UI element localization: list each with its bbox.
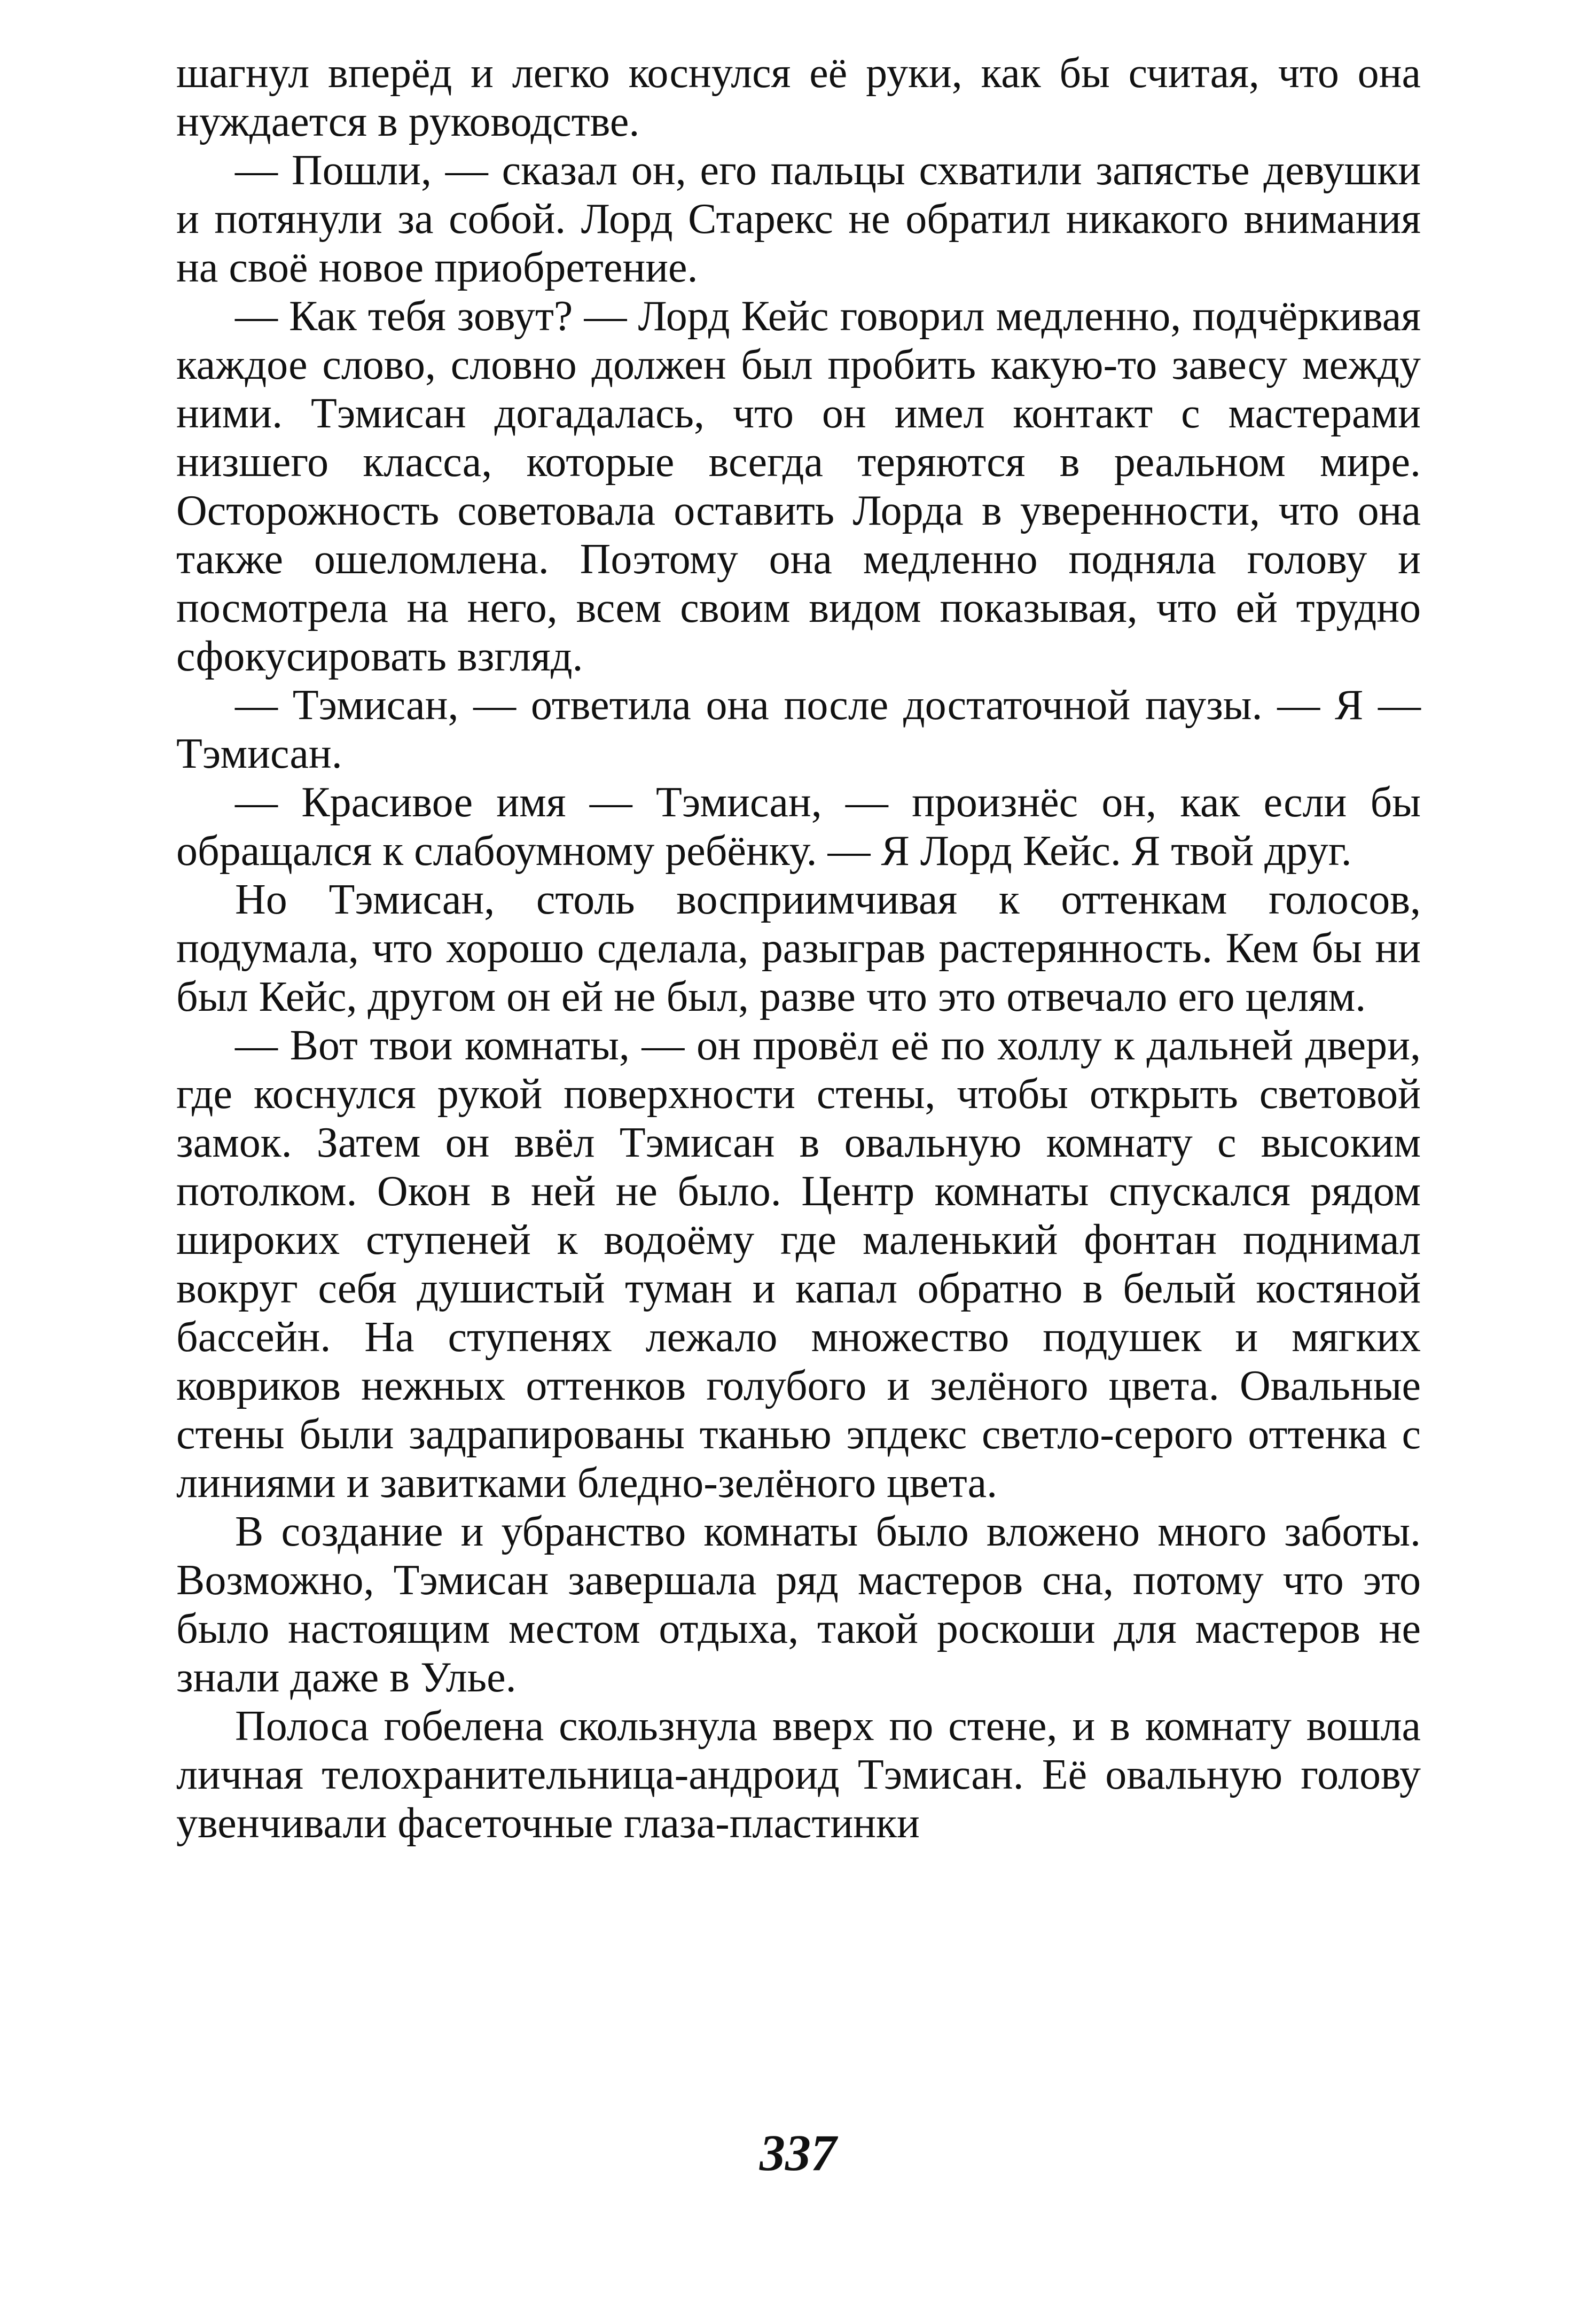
paragraph-polosa-gobelena: Полоса гобелена скользнула вверх по стене, и в комнату вошла личная телохранительница-андроид Тэмисан. Её овальную голову увенчивали фасеточные глаза-пластинки — [176, 1703, 1421, 1847]
paragraph-dialogue-krasivoe-imya: — Красивое имя — Тэмисан, — произнёс он, как если бы обращался к слабоумному ребёнку. — Я Лорд Кейс. Я твой друг. — [176, 779, 1421, 875]
paragraph-v-sozdanie: В создание и убранство комнаты было вложено много заботы. Возможно, Тэмисан завершала ряд мастеров сна, потому что это было настоящим местом отдыха, такой роскоши для мастеров не знали даже в Улье. — [176, 1508, 1421, 1701]
page-number: 337 — [760, 2124, 836, 2181]
paragraph-dialogue-temisan: — Тэмисан, — ответила она после достаточной паузы. — Я — Тэмисан. — [176, 682, 1421, 777]
paragraph-dialogue-poshli: — Пошли, — сказал он, его пальцы схватили запястье девушки и потянули за собой. Лорд Старекс не обратил никакого внимания на своё новое приобретение. — [176, 147, 1421, 291]
paragraph-continuation: шагнул вперёд и легко коснулся её руки, как бы считая, что она нуждается в руководстве. — [176, 50, 1421, 145]
paragraph-dialogue-kak-tebya-zovut: — Как тебя зовут? — Лорд Кейс говорил медленно, подчёркивая каждое слово, словно должен был пробить какую-то завесу между ними. Тэмисан догадалась, что он имел контакт с мастерами низшего класса, которые всегда теряются в реальном мире. Осторожность советовала оставить Лорда в уверенности, что она также ошеломлена. Поэтому она медленно подняла голову и посмотрела на него, всем своим видом показывая, что ей трудно сфокусировать взгляд. — [176, 293, 1421, 680]
body-text — [176, 49, 1421, 1848]
paragraph-dialogue-vot-tvoi-komnaty: — Вот твои комнаты, — он провёл её по холлу к дальней двери, где коснулся рукой поверхности стены, чтобы открыть световой замок. Затем он ввёл Тэмисан в овальную комнату с высоким потолком. Окон в ней не было. Центр комнаты спускался рядом широких ступеней к водоёму где маленький фонтан поднимал вокруг себя душистый туман и капал обратно в белый костяной бассейн. На ступенях лежало множество подушек и мягких ковриков нежных оттенков голубого и зелёного цвета. Овальные стены были задрапированы тканью эпдекс светло-серого оттенка с линиями и завитками бледно-зелёного цвета. — [176, 1022, 1421, 1507]
paragraph-no-temisan: Но Тэмисан, столь восприимчивая к оттенкам голосов, подумала, что хорошо сделала, разыграв растерянность. Кем бы ни был Кейс, другом он ей не был, разве что это отвечало его целям. — [176, 876, 1421, 1020]
